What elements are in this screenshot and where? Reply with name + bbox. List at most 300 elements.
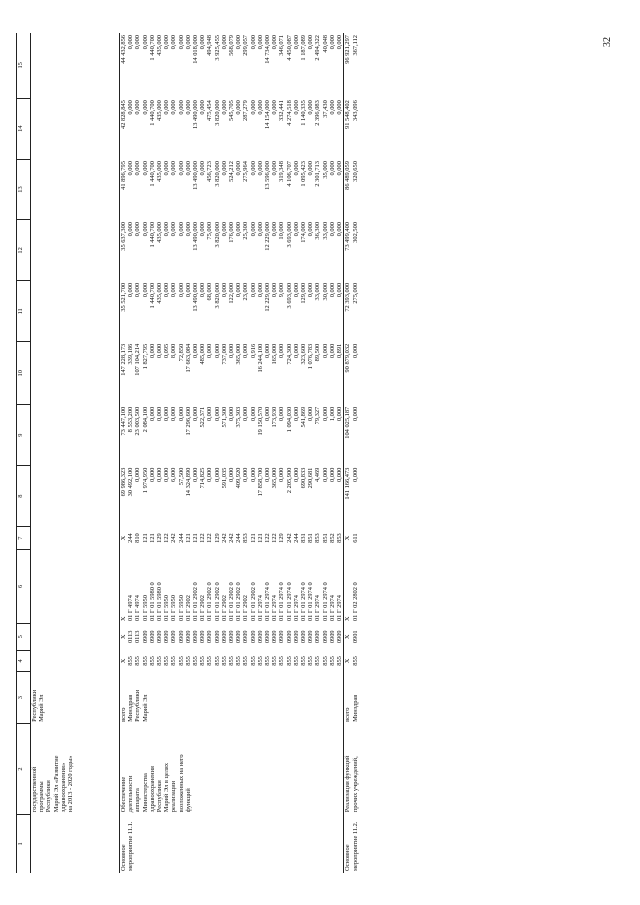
activity-11-2-rzpr-line: 0901 [351, 630, 359, 644]
activity-11-1-col15-line: 44 432,856 [120, 35, 127, 64]
activity-11-1-col12-line: 25,300 [242, 221, 250, 240]
activity-11-1-col10-line: 0,000 [278, 343, 286, 359]
activity-11-1-vr [120, 527, 344, 550]
activity-11-1-col8-line: 0,000 [192, 467, 200, 483]
activity-11-1-col12-line: 176,000 [228, 221, 236, 243]
activity-11-1-name-line: здравоохранения [148, 766, 156, 813]
activity-11-1-rzpr-line: 0909 [192, 630, 200, 644]
activity-11-1-col10-line: 323,600 [300, 343, 308, 365]
activity-11-1-vr-line: 121 [141, 533, 149, 543]
activity-11-1-name-line: функций [184, 788, 192, 813]
activity-11-2-label-line: Основное [344, 844, 352, 871]
activity-11-1-col13-line: 0,000 [163, 161, 171, 176]
activity-11-1-col14-line: 0,000 [199, 100, 207, 115]
activity-11-1-col14-line: 0,000 [249, 100, 257, 115]
activity-11-1-col8-line: 0,000 [163, 467, 171, 483]
activity-11-1-col15-line: 0,000 [134, 35, 142, 50]
activity-11-1-vr-line: 129 [213, 533, 221, 543]
activity-11-2-name-line: Реализация функций [344, 755, 352, 813]
activity-11-2-col12 [344, 220, 359, 281]
activity-11-1-rzpr-line: 0909 [242, 630, 250, 644]
activity-11-1-csr-line: 01 Г 01 2974 0 [285, 582, 293, 622]
activity-11-1-col12-line: 0,000 [199, 221, 207, 237]
activity-11-1-col14-line: 42 828,845 [120, 100, 127, 129]
activity-11-1-col10-line: 0,000 [292, 343, 300, 359]
activity-11-2-col13 [344, 159, 359, 220]
activity-11-1-rzpr-line: 0909 [292, 630, 300, 644]
activity-11-1-grbs-line: 855 [235, 656, 243, 666]
activity-11-1-rzpr [120, 623, 344, 650]
activity-11-1-col11-line: 13 490,000 [192, 282, 200, 312]
activity-11-1-vr-line: 810 [134, 533, 142, 543]
activity-11-1-col10-line: 0,000 [213, 343, 221, 359]
activity-11-1-grbs-line: 855 [141, 656, 149, 666]
activity-11-1-grbs-line: 855 [249, 656, 257, 666]
activity-11-1-col14-line: 1 140,335 [300, 100, 308, 126]
activity-11-1-col8-line: 0,000 [328, 467, 336, 483]
activity-11-1-col8-line: 0,000 [206, 467, 214, 483]
activity-11-1-csr-line: 01 Г 01 2902 0 [249, 582, 257, 622]
activity-11-1-col13-line: 0,000 [199, 161, 207, 176]
header-col-8: 8 [17, 466, 31, 527]
activity-11-1-col15-line: 0,000 [170, 35, 178, 50]
activity-11-1-col9-line: 0,000 [264, 406, 272, 422]
activity-11-1-label-line: мероприятие 11.1. [127, 821, 135, 871]
activity-11-1-col10-line: 8,000 [170, 343, 178, 359]
activity-11-1-col8-line: 30 492,100 [127, 467, 135, 497]
activity-11-1-col8-line: 0,000 [278, 467, 286, 483]
activity-11-1-vr-line: 122 [199, 533, 207, 543]
activity-11-1-col12-line: 0,000 [307, 221, 315, 237]
activity-11-1-col14-line: 0,000 [292, 100, 300, 115]
activity-11-1-name-line: возложенных на него [177, 754, 185, 813]
activity-11-1-col10-line: 16 244,100 [256, 343, 264, 373]
activity-11-1-col15-line: 0,000 [328, 35, 336, 50]
activity-11-1-csr-line: 01 Г 01 2974 0 [278, 582, 286, 622]
activity-11-1-vr-line: 244 [127, 533, 135, 543]
activity-11-1-rzpr-line: 0909 [199, 630, 207, 644]
activity-11-1-csr-line: 01 Г 01 2974 0 [321, 582, 329, 622]
activity-11-1-col10-line: 0,000 [321, 343, 329, 359]
activity-11-1-csr-line: 01 Г 2974 [336, 595, 344, 622]
activity-11-1-grbs [120, 650, 344, 671]
activity-11-1-rzpr-line: 0909 [228, 630, 236, 644]
activity-11-1-col15-line: 0,000 [292, 35, 300, 50]
activity-11-1-col9-line: 0,000 [148, 406, 156, 422]
activity-11-1-rzpr-line: 0909 [141, 630, 149, 644]
activity-11-1-col12-line: 33,000 [321, 221, 329, 240]
activity-11-1-col10-line: 165,000 [271, 343, 279, 365]
activity-11-1-col9-line: 79,327 [314, 406, 322, 425]
activity-11-1-vr-line: 122 [163, 533, 171, 543]
activity-11-1-vr-line: 242 [228, 533, 236, 543]
activity-11-1-col12-line: 0,000 [163, 221, 171, 237]
activity-11-1-csr-line: 01 Г 2974 [271, 595, 279, 622]
page-number: 32 [602, 37, 613, 47]
activity-11-1-col11-line: 122,000 [228, 282, 236, 304]
activity-11-1-col13-line: 0,000 [249, 161, 257, 176]
activity-11-1-vr-line: 851 [321, 533, 329, 543]
activity-11-1-col10-line: 0,000 [206, 343, 214, 359]
activity-11-1-col8-line: 0,000 [228, 467, 236, 483]
activity-11-1-col12-line: 0,000 [235, 221, 243, 237]
activity-11-1-col15-line: 14 734,000 [264, 35, 272, 64]
activity-11-1-col13-line: 41 896,795 [120, 161, 127, 190]
activity-11-2-executor [344, 671, 359, 723]
activity-11-1-vr-line: 853 [336, 533, 344, 543]
activity-11-1-rzpr-line: 0909 [177, 630, 185, 644]
activity-11-1-vr-line: 853 [242, 533, 250, 543]
activity-11-1-col12-line: 36,300 [314, 221, 322, 240]
activity-11-1-grbs-line: 855 [336, 656, 344, 666]
activity-11-1-col14-line: 0,000 [170, 100, 178, 115]
activity-11-1-csr-line: 01 Г 01 5980 0 [156, 582, 164, 622]
activity-11-1-col12-line: 12 229,000 [264, 221, 272, 251]
activity-11-1-vr-line: 121 [192, 533, 200, 543]
activity-11-1-col9-line: 1 094,030 [285, 406, 293, 433]
activity-11-1-executor-line: Минздрав [127, 694, 135, 722]
activity-11-1-col11-line: 68,000 [206, 282, 214, 301]
activity-11-1-grbs-line: 855 [285, 656, 293, 666]
activity-11-1-label-line: Основное [120, 844, 127, 871]
activity-11-1-col9-line: 0,000 [156, 406, 164, 422]
activity-11-2-col9 [344, 405, 359, 466]
activity-11-1-col11-line: 0,000 [134, 282, 142, 298]
activity-11-1-col13-line: 13 490,000 [192, 161, 200, 190]
activity-11-1-col13-line: 0,000 [292, 161, 300, 176]
budget-table [16, 33, 359, 873]
activity-11-1-col9-line: 571,300 [220, 406, 228, 428]
activity-11-1-col13-line: 0,000 [235, 161, 243, 176]
activity-11-1-col10-line: 0,000 [242, 343, 250, 359]
activity-11-1-col8-line: 0,000 [242, 467, 250, 483]
activity-11-1-col12-line: 0,000 [134, 221, 142, 237]
activity-11-1-label [120, 814, 344, 873]
activity-11-1-grbs-line: 855 [242, 656, 250, 666]
activity-11-1-rzpr-line: 0909 [264, 630, 272, 644]
activity-11-1-col8-line: 0,000 [148, 467, 156, 483]
activity-11-1-col15-line: 0,000 [235, 35, 243, 50]
activity-11-1-col9-line: 0,000 [321, 406, 329, 422]
activity-11-1-csr-line: 01 Г 01 2902 0 [206, 582, 214, 622]
activity-11-1-col12-line: 0,000 [127, 221, 135, 237]
activity-11-1-rzpr-line: 0113 [127, 630, 135, 644]
activity-11-1-col10-line: 1 827,795 [141, 343, 149, 370]
activity-11-1-col14-line: 0,000 [134, 100, 142, 115]
activity-11-1-rzpr-line: 0909 [278, 630, 286, 644]
activity-11-1-col9-line: 0,000 [249, 406, 257, 422]
activity-11-1-col11-line: 9,000 [278, 282, 286, 298]
activity-11-1-col12-line: 0,000 [292, 221, 300, 237]
header-col-11: 11 [17, 281, 31, 342]
activity-11-1-col11-line: 0,000 [220, 282, 228, 298]
activity-11-1-col12-line: 13 490,000 [192, 221, 200, 251]
activity-11-1-col11-line: 30,000 [321, 282, 329, 301]
activity-11-1-col14-line: 37,430 [321, 100, 329, 118]
activity-11-1-col8-line: 290,681 [307, 467, 315, 489]
activity-11-1-vr-line: 244 [235, 533, 243, 543]
activity-11-1-col11-line: 0,000 [328, 282, 336, 298]
header-row [17, 33, 31, 873]
activity-11-1-col9-line: 8 553,200 [127, 406, 135, 433]
activity-11-1-col13-line: 2 301,713 [314, 161, 322, 187]
activity-11-1-csr-line: 01 Г 2974 [292, 595, 300, 622]
activity-11-1-col9-line: 0,000 [206, 406, 214, 422]
activity-11-1-col15-line: 0,000 [199, 35, 207, 50]
activity-11-1-col12-line: 174,000 [300, 221, 308, 243]
header-col-9: 9 [17, 405, 31, 466]
activity-11-1-rzpr-line: 0909 [300, 630, 308, 644]
activity-11-1-col10-line: 724,300 [285, 343, 293, 365]
activity-11-1-col11-line: 0,000 [271, 282, 279, 298]
continuation-name-line: Республики [45, 780, 53, 813]
activity-11-1-col11-line: 0,000 [199, 282, 207, 298]
activity-11-1-col14-line: 287,279 [242, 100, 250, 121]
activity-11-1-col9-line: 1,000 [328, 406, 336, 422]
activity-11-1-col11-line: 129,000 [300, 282, 308, 304]
activity-11-2-col9-line: 0,000 [351, 406, 359, 422]
activity-11-1-vr-line: 129 [278, 533, 286, 543]
continuation-name-line: Марий Эл «Развитие [52, 755, 60, 813]
activity-11-2-csr-line: 01 Г 02 2802 0 [351, 582, 359, 622]
activity-11-1-col11-line: 3 693,000 [285, 282, 293, 309]
activity-11-1-vr-line: 122 [206, 533, 214, 543]
activity-11-1-col12-line: 0,000 [220, 221, 228, 237]
activity-11-1-col12-line: 0,000 [336, 221, 344, 237]
activity-11-1-col12-line: 35 637,300 [120, 221, 127, 251]
activity-11-1-grbs-line: 855 [127, 656, 135, 666]
activity-11-1-col15-line: 4 450,087 [285, 35, 293, 61]
activity-11-1-vr-line: 242 [170, 533, 178, 543]
activity-11-1-col13-line: 319,348 [278, 161, 286, 182]
activity-11-1-col11-line: 0,000 [249, 282, 257, 298]
activity-11-2-col9-line: 104 025,187 [344, 406, 352, 439]
activity-11-1-col13-line: 0,000 [220, 161, 228, 176]
activity-11-1-grbs-line: 855 [170, 656, 178, 666]
activity-11-1-col9-line: 17 296,600 [184, 406, 192, 436]
activity-11-1-name-line: аппарата [134, 788, 142, 813]
activity-11-1-col13-line: 0,000 [256, 161, 264, 176]
activity-11-2-col14 [344, 98, 359, 159]
activity-11-1-vr-line: 244 [292, 533, 300, 543]
activity-11-1-csr-line: 01 Г 5950 [163, 595, 171, 622]
activity-11-1-col8-line: 17 858,700 [256, 467, 264, 497]
activity-11-2-vr [344, 527, 359, 550]
activity-11-1-col12-line: 0,000 [141, 221, 149, 237]
activity-11-2-col15-line: 96 921,297 [344, 35, 352, 64]
activity-11-1-rzpr-line: 0909 [256, 630, 264, 644]
activity-11-1-col15-line: 0,000 [220, 35, 228, 50]
activity-11-1-col12-line: 3 820,000 [213, 221, 221, 248]
activity-11-1-rzpr-line: 0909 [307, 630, 315, 644]
activity-11-1-col9-line: 0,000 [170, 406, 178, 422]
activity-11-1-name-line: деятельности [127, 775, 135, 813]
header-col-12: 12 [17, 220, 31, 281]
activity-11-1-vr-line: 121 [249, 533, 257, 543]
activity-11-1-grbs-line: 855 [307, 656, 315, 666]
activity-11-1-col12-line: 0,000 [170, 221, 178, 237]
activity-11-1-col15-line: 0,000 [256, 35, 264, 50]
activity-11-2-col10-line: 0,000 [351, 343, 359, 359]
activity-11-2-col15 [344, 33, 359, 98]
activity-11-1-col12 [120, 220, 344, 281]
activity-11-1-col11-line: 3 820,000 [213, 282, 221, 309]
activity-11-1-col8-line: 0,000 [292, 467, 300, 483]
activity-11-1-col11-line: 1 440,700 [148, 282, 156, 309]
activity-11-1-col10 [120, 342, 344, 405]
activity-11-1-col12-line: 0,000 [249, 221, 257, 237]
activity-11-2-grbs-line: 855 [351, 656, 359, 666]
activity-11-1-col13-line: 0,000 [271, 161, 279, 176]
header-col-7: 7 [17, 527, 31, 550]
activity-11-1-col9-line: 0,000 [228, 406, 236, 422]
activity-11-1-col8-line: 2 205,900 [285, 467, 293, 494]
activity-11-2-col13-line: 86 489,059 [344, 161, 352, 190]
activity-11-1-csr-line: 01 Г 01 2974 0 [307, 582, 315, 622]
activity-11-1-col14-line: 435,000 [156, 100, 164, 121]
activity-11-1-col10-line: 0,095 [163, 343, 171, 359]
activity-11-1-rzpr-line: 0909 [321, 630, 329, 644]
continuation-name-line: программы [38, 781, 46, 813]
continuation-row [31, 33, 120, 873]
activity-11-1-col8-line: 690,833 [300, 467, 308, 489]
activity-11-1-col10-line: 89,500 [314, 343, 322, 362]
activity-11-1-vr-line: 121 [184, 533, 192, 543]
activity-11-1-executor-line: всего [120, 707, 127, 722]
header-col-10: 10 [17, 342, 31, 405]
activity-11-1-col9-line: 2 084,100 [141, 406, 149, 433]
activity-11-1-col13-line: 0,000 [177, 161, 185, 176]
activity-11-1-col13-line: 4 106,707 [285, 161, 293, 187]
activity-11-1-col12-line: 435,000 [156, 221, 164, 243]
activity-11-1-col15-line: 1 440,700 [148, 35, 156, 61]
activity-11-1-col12-line: 0,000 [184, 221, 192, 237]
activity-11-1-col9-line: 541,869 [300, 406, 308, 428]
activity-11-2-executor-line: всего [344, 707, 352, 722]
continuation-executor [31, 671, 120, 723]
activity-11-1-col12-line: 3 693,000 [285, 221, 293, 248]
activity-11-1-grbs-line: 855 [321, 656, 329, 666]
activity-11-1-col10-line: 339,186 [127, 343, 135, 365]
activity-11-1-col12-line: 0,000 [271, 221, 279, 237]
activity-11-1-col9-line: 19 150,570 [256, 406, 264, 436]
activity-11-1-col13-line: 0,000 [184, 161, 192, 176]
activity-11-1-col10-line: 147 228,173 [120, 343, 127, 376]
activity-11-1-csr [120, 550, 344, 624]
activity-11-1-col14-line: 0,000 [307, 100, 315, 115]
activity-11-2-grbs [344, 650, 359, 671]
activity-11-1-vr-line: 851 [307, 533, 315, 543]
activity-11-1-col12-line: 0,000 [256, 221, 264, 237]
activity-11-1-col12-line: 0,000 [177, 221, 185, 237]
activity-11-1-col9-line: 0,000 [192, 406, 200, 422]
activity-11-1-grbs-line: 855 [271, 656, 279, 666]
continuation-name-line: на 2013 - 2020 годы» [67, 755, 75, 813]
activity-11-1-col9-line: 0,000 [213, 406, 221, 422]
activity-11-1-executor-line: Марий Эл [141, 694, 149, 722]
header-col-3: 3 [17, 671, 31, 723]
activity-11-1-grbs-line: 855 [199, 656, 207, 666]
activity-11-1-col10-line: 0,000 [228, 343, 236, 359]
activity-11-1-grbs-line: 855 [328, 656, 336, 666]
activity-11-2-grbs-line: X [344, 658, 352, 664]
activity-11-1-grbs-line: 855 [206, 656, 214, 666]
activity-11-1-col10-line: 365,000 [235, 343, 243, 365]
activity-11-1-col15-line: 14 018,000 [192, 35, 200, 64]
activity-11-1-csr-line: 01 Г 2974 [256, 595, 264, 622]
activity-11-1-col9-line: 173,930 [271, 406, 279, 428]
activity-11-2-vr-line: X [344, 535, 352, 541]
activity-11-1-col14-line: 2 396,083 [314, 100, 322, 126]
activity-11-1-csr-line: X [120, 616, 127, 622]
header-col-15: 15 [17, 33, 31, 98]
activity-11-1-col15-line: 0,000 [307, 35, 315, 50]
activity-11-1-col15-line: 0,000 [163, 35, 171, 50]
activity-11-1-col10-line: 0,000 [192, 343, 200, 359]
activity-11-1-col11-line: 0,000 [127, 282, 135, 298]
activity-11-1-col10-line: 0,916 [249, 343, 257, 359]
activity-11-1-rzpr-line: 0909 [163, 630, 171, 644]
header-col-13: 13 [17, 159, 31, 220]
activity-11-2-col12-line: 302,500 [351, 221, 359, 243]
activity-11-1-col13-line: 524,212 [228, 161, 236, 182]
activity-11-1-col8-line: 4,469 [314, 467, 322, 483]
activity-11-1-col15-line: 0,000 [336, 35, 344, 50]
activity-11-1-col11-line: 0,000 [292, 282, 300, 298]
activity-11-2-name [344, 724, 359, 814]
activity-11-1-col14-line: 3 820,000 [213, 100, 221, 126]
activity-11-1-col14-line: 4 274,518 [285, 100, 293, 126]
activity-11-1-col8-line: 591,035 [220, 467, 228, 489]
activity-11-1-csr-line: 01 Г 4974 [127, 595, 135, 622]
activity-11-2-col8-line: 0,000 [351, 467, 359, 483]
activity-11-1-col13 [120, 159, 344, 220]
header-col-2: 2 [17, 724, 31, 814]
header-col-14: 14 [17, 98, 31, 159]
activity-11-1-col11-line: 435,000 [156, 282, 164, 304]
activity-11-1-col13-line: 456,723 [206, 161, 214, 182]
header-col-6: 6 [17, 550, 31, 624]
activity-11-2-name-line: прочих учреждений, [351, 756, 359, 813]
activity-11-1-grbs-line: 855 [278, 656, 286, 666]
activity-11-1-csr-line: 01 Г 2902 [220, 595, 228, 622]
activity-11-1-col14-line: 332,441 [278, 100, 286, 121]
activity-11-1-vr-line: 121 [256, 533, 264, 543]
activity-11-1-grbs-line: 855 [300, 656, 308, 666]
activity-11-1-vr-line: 242 [285, 533, 293, 543]
activity-11-1-col10-line: 17 663,084 [184, 343, 192, 373]
activity-11-1-col10-line: 107 104,214 [134, 343, 142, 376]
activity-11-1-col15-line: 0,000 [271, 35, 279, 50]
activity-11-1-col8-line: 57,500 [177, 467, 185, 486]
activity-11-1-row [120, 33, 344, 873]
activity-11-2-col10-line: 90 879,032 [344, 343, 352, 373]
activity-11-1-col13-line: 3 820,000 [213, 161, 221, 187]
activity-11-2-col14-line: 91 548,402 [344, 100, 352, 129]
activity-11-1-col13-line: 35,000 [321, 161, 329, 179]
activity-11-1-col14-line: 0,000 [163, 100, 171, 115]
activity-11-1-col15-line: 299,057 [242, 35, 250, 56]
header-col-5: 5 [17, 623, 31, 650]
activity-11-1-csr-line: 01 Г 01 2902 0 [228, 582, 236, 622]
activity-11-1-csr-line: 01 Г 2902 [199, 595, 207, 622]
activity-11-1-col12-line: 10,000 [278, 221, 286, 240]
activity-11-1-col14-line: 0,000 [127, 100, 135, 115]
activity-11-1-col15-line: 0,000 [141, 35, 149, 50]
activity-11-2-label [344, 814, 359, 873]
header-col-4: 4 [17, 650, 31, 671]
activity-11-1-col8-line: 714,825 [199, 467, 207, 489]
